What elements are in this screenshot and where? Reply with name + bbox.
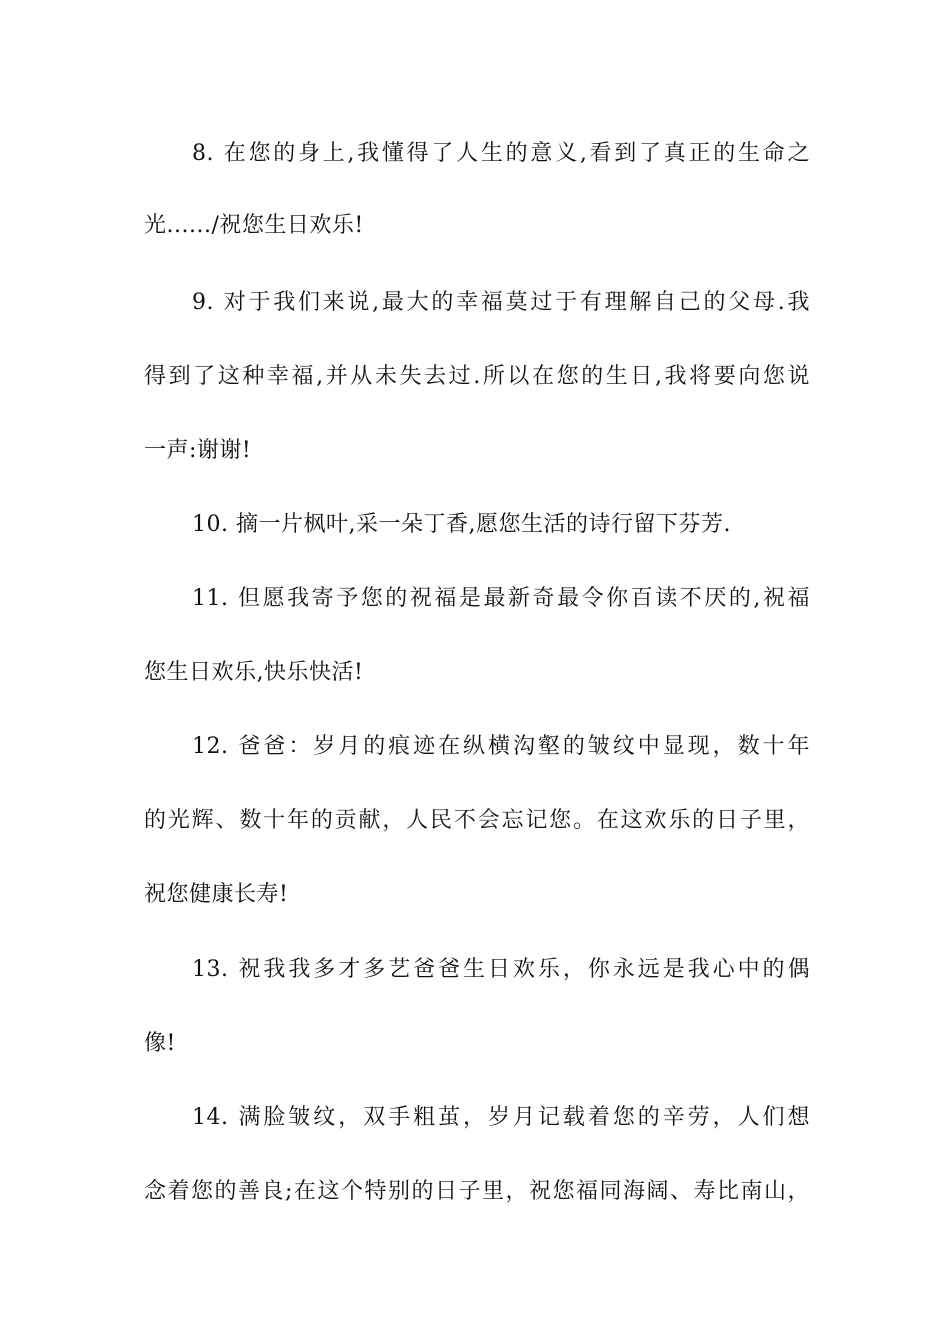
paragraph-13-line-2: 像!: [144, 1031, 176, 1056]
paragraph-9-line-3: 一声:谢谢!: [144, 438, 252, 463]
paragraph-11-line-1: 11. 但愿我寄予您的祝福是最新奇最令你百读不厌的,祝福: [192, 586, 810, 611]
paragraph-12-line-1: 12. 爸爸：岁月的痕迹在纵横沟壑的皱纹中显现，数十年: [192, 734, 810, 759]
paragraph-12-line-2: 的光辉、数十年的贡献，人民不会忘记您。在这欢乐的日子里，: [144, 808, 810, 833]
paragraph-10-line-1: 10. 摘一片枫叶,采一朵丁香,愿您生活的诗行留下芬芳.: [192, 512, 731, 537]
paragraph-14-line-1: 14. 满脸皱纹，双手粗茧，岁月记载着您的辛劳，人们想: [192, 1105, 810, 1130]
paragraph-8-line-2: 光....../祝您生日欢乐!: [144, 213, 364, 238]
paragraph-12-line-3: 祝您健康长寿!: [144, 882, 289, 907]
paragraph-8-line-1: 8. 在您的身上,我懂得了人生的意义,看到了真正的生命之: [192, 141, 810, 166]
paragraph-14-line-2: 念着您的善良;在这个特别的日子里，祝您福同海阔、寿比南山，: [144, 1179, 810, 1204]
paragraph-13-line-1: 13. 祝我我多才多艺爸爸生日欢乐，你永远是我心中的偶: [192, 957, 810, 982]
paragraph-9-line-1: 9. 对于我们来说,最大的幸福莫过于有理解自己的父母.我: [192, 290, 810, 315]
paragraph-9-line-2: 得到了这种幸福,并从未失去过.所以在您的生日,我将要向您说: [144, 364, 810, 389]
paragraph-11-line-2: 您生日欢乐,快乐快活!: [144, 660, 364, 685]
